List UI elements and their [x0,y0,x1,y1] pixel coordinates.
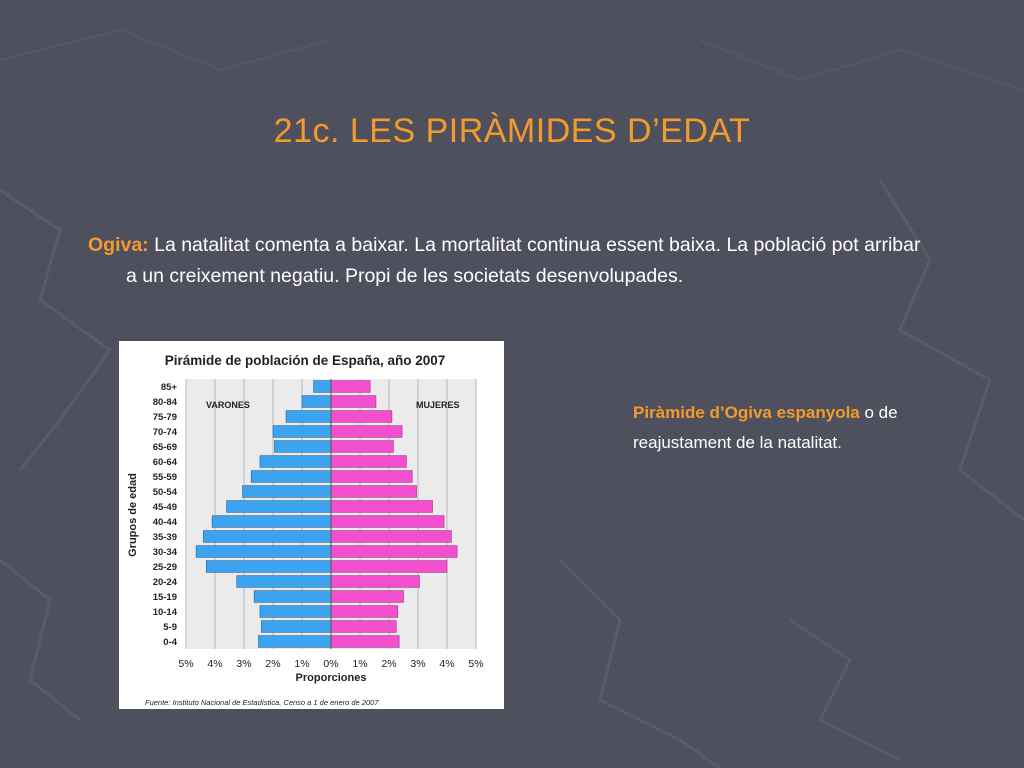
definition-body: La natalitat comenta a baixar. La mortalitat continua essent baixa. La població pot arribar a un creixement negatiu. Propi de les societats desenvolupades. [126,234,921,287]
bar-female [331,636,399,648]
bar-female [331,606,398,618]
bar-male [254,591,331,603]
side-note [633,398,963,458]
x-tick-label: 0% [323,658,339,670]
side-note-highlight: Piràmide d’Ogiva espanyola [633,403,860,422]
x-tick-label: 3% [410,658,426,670]
y-tick-label: 30-34 [152,547,177,558]
bar-male [302,396,331,408]
bar-female [331,591,404,603]
y-tick-label: 35-39 [152,532,177,543]
y-tick-label: 10-14 [152,607,177,618]
y-tick-label: 40-44 [152,517,177,528]
bar-female [331,576,419,588]
bar-male [261,621,331,633]
bar-male [237,576,331,588]
x-tick-label: 1% [294,658,310,670]
x-tick-label: 5% [468,658,484,670]
bar-female [331,546,457,558]
y-tick-label: 80-84 [152,397,177,408]
bar-male [196,546,331,558]
bar-male [212,516,331,528]
pyramid-svg [119,341,504,709]
y-tick-label: 20-24 [152,577,177,588]
x-tick-label: 5% [178,658,194,670]
y-tick-label: 70-74 [152,427,177,438]
x-tick-label: 1% [352,658,368,670]
legend-male: VARONES [206,400,250,410]
population-pyramid-chart [119,341,504,709]
bar-female [331,456,406,468]
bar-female [331,471,412,483]
y-tick-label: 15-19 [152,592,177,603]
bar-male [203,531,331,543]
y-tick-label: 55-59 [152,472,177,483]
bar-male [260,456,331,468]
bar-female [331,516,444,528]
bar-male [274,441,331,453]
bar-male [251,471,331,483]
x-axis-label: Proporciones [295,672,367,684]
bar-female [331,426,402,438]
x-tick-label: 2% [265,658,281,670]
y-tick-label: 50-54 [152,487,177,498]
y-tick-label: 0-4 [163,637,177,648]
x-tick-label: 2% [381,658,397,670]
y-tick-label: 60-64 [152,457,177,468]
definition-text [88,230,926,292]
y-tick-label: 75-79 [152,412,177,423]
term-label: Ogiva: [88,234,149,256]
side-note-text: o de reajustament de la natalitat. [633,403,898,452]
bar-female [331,531,451,543]
bar-male [314,381,331,393]
bar-male [259,636,332,648]
bar-female [331,501,433,513]
bar-male [227,501,331,513]
bar-male [206,561,331,573]
bar-male [273,426,331,438]
x-tick-label: 3% [236,658,252,670]
y-tick-label: 85+ [160,382,177,393]
y-tick-label: 25-29 [152,562,177,573]
bar-female [331,441,393,453]
y-tick-label: 5-9 [163,622,177,633]
bar-female [331,561,447,573]
y-axis-label: Grupos de edad [127,473,139,557]
bar-male [260,606,331,618]
bar-female [331,381,370,393]
x-tick-label: 4% [439,658,455,670]
bar-male [243,486,331,498]
y-tick-label: 65-69 [152,442,177,453]
chart-title: Pirámide de población de España, año 2007 [164,353,446,368]
bar-female [331,396,376,408]
slide-title: 21c. LES PIRÀMIDES D’EDAT [273,112,751,150]
bar-female [331,486,417,498]
x-tick-label: 4% [207,658,223,670]
bar-male [286,411,331,423]
bar-female [331,411,392,423]
y-tick-label: 45-49 [152,502,177,513]
legend-female: MUJERES [416,400,460,410]
source-note: Fuente: Instituto Nacional de Estadística. Censo a 1 de enero de 2007 [145,698,379,707]
bar-female [331,621,396,633]
